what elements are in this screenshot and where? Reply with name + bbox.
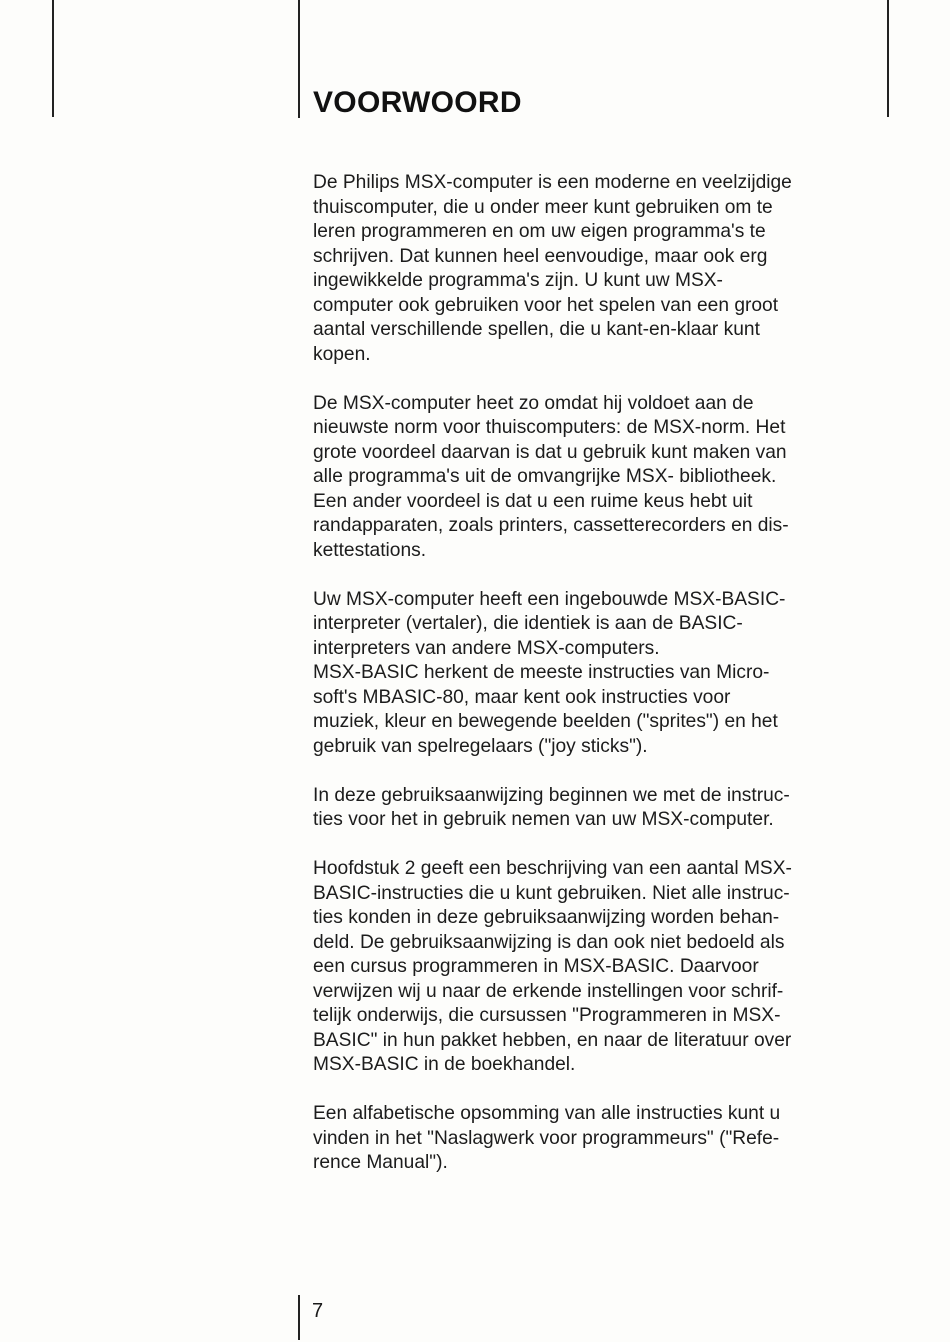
margin-rule-column <box>298 0 300 118</box>
paragraph-reference: Een alfabetische opsomming van alle instructies kunt u vinden in het "Naslagwerk voor programmeurs" ("Refe- rence Manual"). <box>313 1103 781 1173</box>
page-title: VOORWOORD <box>313 86 522 119</box>
paragraph-msx-norm: De MSX-computer heet zo omdat hij voldoet aan de nieuwste norm voor thuiscomputers: de MSX-norm. Het grote voordeel daarvan is dat u gebruik kunt maken van alle programma's uit de omvangrijke MSX- bibliotheek. Een ander voordeel is dat u een ruime keus hebt uit randapparaten, zoals printers, cassetterecorders en dis- kettestations. <box>313 392 789 561</box>
margin-rule-left <box>52 0 54 117</box>
footer-rule <box>298 1295 300 1340</box>
paragraph-chapter-2: Hoofdstuk 2 geeft een beschrijving van een aantal MSX- BASIC-instructies die u kunt gebruiken. Niet alle instruc- ties konden in deze gebruiksaanwijzing worden behan- deld. De gebruiksaanwijzing is dan ook niet bedoeld als een cursus programmeren in MSX-BASIC. Daarvoor verwijzen wij u naar de erkende instellingen voor schrif- telijk onderwijs, die cursussen "Programmeren in MSX- BASIC" in hun pakket hebben, en naar de literatuur over MSX-BASIC in de boekhandel. <box>313 858 792 1075</box>
paragraph-msx-basic: Uw MSX-computer heeft een ingebouwde MSX-BASIC- interpreter (vertaler), die identiek is aan de BASIC- interpreters van andere MSX-computers. MSX-BASIC herkent de meeste instructies van Micro- soft's MBASIC-80, maar kent ook instructies voor muziek, kleur en bewegende beelden ("sprites") en het gebruik van spelregelaars ("joy sticks"). <box>313 588 786 757</box>
paragraph-intro: De Philips MSX-computer is een moderne en veelzijdige thuiscomputer, die u onder meer kunt gebruiken om te leren programmeren en om uw eigen programma's te schrijven. Dat kunnen heel eenvoudige, maar ook erg ingewikkelde programma's zijn. U kunt uw MSX- computer ook gebruiken voor het spelen van een groot aantal verschillende spellen, die u kant-en-klaar kunt kopen. <box>313 172 792 365</box>
body-text <box>313 171 893 1200</box>
margin-rule-right <box>887 0 889 117</box>
page-number: 7 <box>312 1300 324 1322</box>
paragraph-manual-start: In deze gebruiksaanwijzing beginnen we met de instruc- ties voor het in gebruik nemen van uw MSX-computer. <box>313 784 790 830</box>
